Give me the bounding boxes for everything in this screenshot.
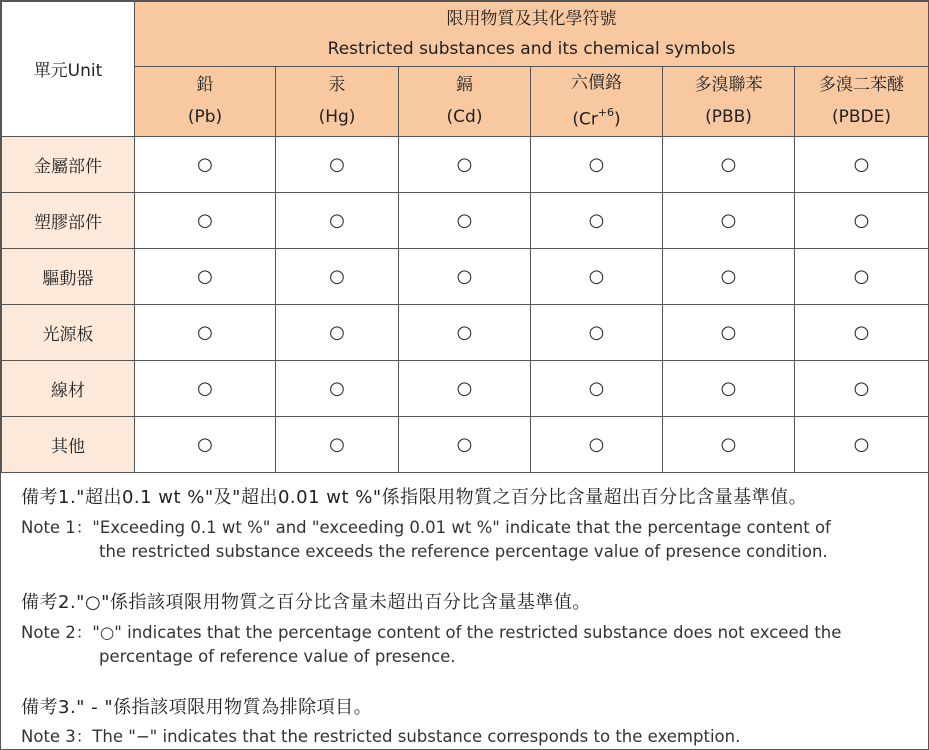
mark-cell: ○ (531, 192, 663, 248)
substance-symbol: (Hg) (318, 107, 356, 128)
symbol-part: (Cr (572, 109, 598, 130)
mark-cell: ○ (135, 360, 276, 416)
mark-cell: ○ (399, 136, 531, 192)
substance-header-pbde (795, 67, 929, 137)
mark-cell: ○ (399, 248, 531, 304)
note2-en-line2: percentage of reference value of presence. (99, 647, 456, 666)
note3-en-line1: Note 3：The "−" indicates that the restricted substance corresponds to the exemption. (21, 727, 741, 746)
mark-cell: ○ (135, 136, 276, 192)
substance-header-lead (135, 67, 276, 137)
row-label: 驅動器 (2, 248, 135, 304)
table-row (2, 416, 929, 472)
mark-cell: ○ (663, 304, 795, 360)
mark-cell: ○ (135, 192, 276, 248)
substance-header-chromium (531, 67, 663, 137)
row-label: 線材 (2, 360, 135, 416)
note2-en-line1: Note 2："○" indicates that the percentage content of the restricted substance does not exceed the (21, 623, 842, 642)
mark-cell: ○ (276, 136, 399, 192)
substance-symbol: (Pb) (187, 107, 223, 128)
mark-cell: ○ (399, 304, 531, 360)
note1-zh: 備考1."超出0.1 wt %"及"超出0.01 wt %"係指限用物質之百分比含量超出百分比含量基準值。 (21, 487, 808, 508)
mark-cell: ○ (135, 248, 276, 304)
substance-symbol: (PBDE) (831, 107, 891, 128)
mark-cell: ○ (531, 248, 663, 304)
mark-cell: ○ (399, 416, 531, 472)
mark-cell: ○ (795, 136, 929, 192)
substance-header-pbb (663, 67, 795, 137)
mark-cell: ○ (276, 360, 399, 416)
note1-en-line1: Note 1："Exceeding 0.1 wt %" and "exceeding 0.01 wt %" indicate that the percentage content of (21, 518, 831, 537)
unit-header: 單元Unit (2, 2, 135, 137)
substance-name: 多溴二苯醚 (819, 75, 904, 96)
note2-en (21, 621, 841, 669)
mark-cell: ○ (531, 304, 663, 360)
substance-name: 六價鉻 (571, 73, 622, 93)
substance-name: 鎘 (456, 75, 473, 96)
mark-cell: ○ (399, 192, 531, 248)
note2-zh: 備考2."○"係指該項限用物質之百分比含量未超出百分比含量基準值。 (21, 592, 591, 613)
note3-zh: 備考3." - "係指該項限用物質為排除項目。 (21, 697, 373, 718)
mark-cell: ○ (276, 304, 399, 360)
substance-symbol: (Cd) (446, 107, 483, 128)
row-label: 光源板 (2, 304, 135, 360)
substance-name: 汞 (328, 75, 346, 96)
mark-cell: ○ (135, 416, 276, 472)
mark-cell: ○ (663, 360, 795, 416)
table-row (2, 136, 929, 192)
table-row (2, 248, 929, 304)
mark-cell: ○ (531, 136, 663, 192)
row-label: 其他 (2, 416, 135, 472)
mark-cell: ○ (663, 248, 795, 304)
notes-section (1, 473, 928, 749)
mark-cell: ○ (795, 248, 929, 304)
substance-name: 多溴聯苯 (694, 75, 763, 96)
restricted-substances-table (1, 1, 929, 473)
mark-cell: ○ (795, 416, 929, 472)
symbol-superscript: +6 (597, 106, 615, 119)
mark-cell: ○ (795, 360, 929, 416)
mark-cell: ○ (399, 360, 531, 416)
substance-header-mercury (276, 67, 399, 137)
substances-header (135, 2, 929, 67)
note1-en (21, 516, 831, 564)
mark-cell: ○ (795, 192, 929, 248)
symbol-part: ) (614, 109, 621, 130)
mark-cell: ○ (663, 136, 795, 192)
mark-cell: ○ (276, 248, 399, 304)
note1-en-line2: the restricted substance exceeds the reference percentage value of presence condition. (99, 542, 828, 561)
table-row (2, 360, 929, 416)
mark-cell: ○ (795, 304, 929, 360)
row-label: 塑膠部件 (2, 192, 135, 248)
row-label: 金屬部件 (2, 136, 135, 192)
mark-cell: ○ (663, 192, 795, 248)
substance-symbol: (PBB) (705, 107, 752, 128)
mark-cell: ○ (531, 360, 663, 416)
substance-name: 鉛 (196, 75, 214, 96)
substance-header-cadmium (399, 67, 531, 137)
note3-en (21, 725, 740, 749)
substances-header-zh: 限用物質及其化學符號 (446, 9, 617, 29)
mark-cell: ○ (276, 416, 399, 472)
mark-cell: ○ (531, 416, 663, 472)
mark-cell: ○ (663, 416, 795, 472)
substance-symbol (531, 99, 662, 136)
mark-cell: ○ (276, 192, 399, 248)
substances-header-en: Restricted substances and its chemical symbols (327, 39, 736, 59)
table-row (2, 192, 929, 248)
mark-cell: ○ (135, 304, 276, 360)
table-row (2, 304, 929, 360)
